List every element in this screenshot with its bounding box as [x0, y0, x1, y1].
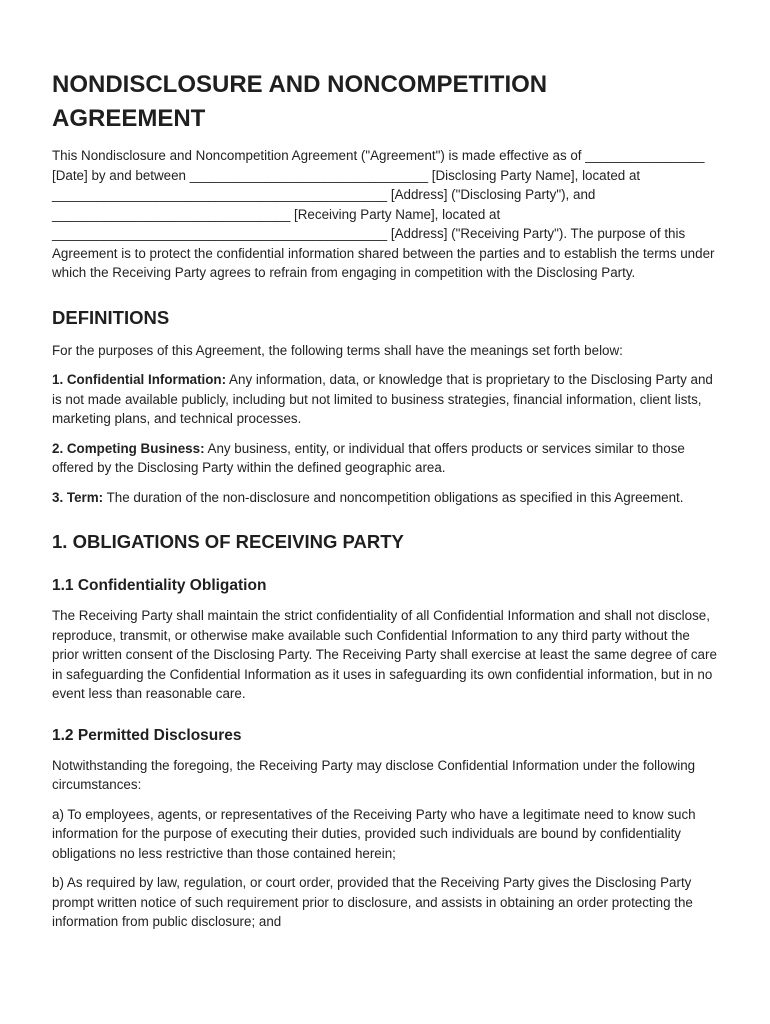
- definition-term: 1. Confidential Information:: [52, 372, 227, 387]
- definition-text: Any information, data, or knowledge that is proprietary to the Disclosing Party and is not made available publicly, including but not limited to business strategies, financial information, client lists, marketing plans, and technical processes.: [52, 372, 713, 426]
- definition-item: [52, 439, 718, 478]
- permitted-disclosures-lead: Notwithstanding the foregoing, the Receiving Party may disclose Confidential Information under the following circumstances:: [52, 757, 696, 792]
- definition-item: [52, 488, 718, 508]
- obligations-heading: 1. OBLIGATIONS OF RECEIVING PARTY: [52, 531, 404, 552]
- permitted-disclosure-item-a: a) To employees, agents, or representatives of the Receiving Party who have a legitimate need to know such information for the purpose of executing their duties, provided such individuals are bound by confidentiality obligations no less restrictive than those contained herein;: [52, 806, 696, 861]
- title-line-1: NONDISCLOSURE AND NONCOMPETITION: [52, 71, 548, 98]
- permitted-disclosures-heading: 1.2 Permitted Disclosures: [52, 726, 242, 744]
- document-title: [52, 68, 718, 136]
- title-line-2: AGREEMENT: [52, 105, 206, 132]
- confidentiality-obligation-text: The Receiving Party shall maintain the strict confidentiality of all Confidential Information and shall not disclose, reproduce, transmit, or otherwise make available such Confidential Information to any third party without the prior written consent of the Disclosing Party. The Receiving Party shall exercise at least the same degree of care in safeguarding the Confidential Information as it uses in safeguarding its own confidential information, but in no event less than reasonable care.: [52, 608, 717, 701]
- definition-text: Any business, entity, or individual that offers products or services similar to those offered by the Disclosing Party within the defined geographic area.: [52, 440, 685, 475]
- definitions-heading: DEFINITIONS: [52, 306, 170, 328]
- definition-item: [52, 370, 718, 429]
- definition-term: 2. Competing Business:: [52, 440, 205, 456]
- definitions-lead: For the purposes of this Agreement, the following terms shall have the meanings set forth below:: [52, 342, 623, 358]
- definition-text: The duration of the non-disclosure and noncompetition obligations as specified in this Agreement.: [103, 489, 684, 505]
- intro-paragraph: This Nondisclosure and Noncompetition Agreement ("Agreement") is made effective as of ________________ [Date] by and between ________________________________ [Disclosing Party Name], located at _____________________________________________ [Address] ("Disclosing Party"), and ________________________________ [Receiving Party Name], located at _____________________________________________ [Address] ("Receiving Party"). The purpose of this Agreement is to protect the confidential information shared between the parties and to establish the terms under which the Receiving Party agrees to refrain from engaging in competition with the Disclosing Party.: [52, 148, 715, 280]
- permitted-disclosure-item-b: b) As required by law, regulation, or court order, provided that the Receiving Party gives the Disclosing Party prompt written notice of such requirement prior to disclosure, and assists in obtaining an order protecting the information from public disclosure; and: [52, 875, 693, 929]
- confidentiality-obligation-heading: 1.1 Confidentiality Obligation: [52, 577, 267, 594]
- definition-term: 3. Term:: [52, 489, 104, 505]
